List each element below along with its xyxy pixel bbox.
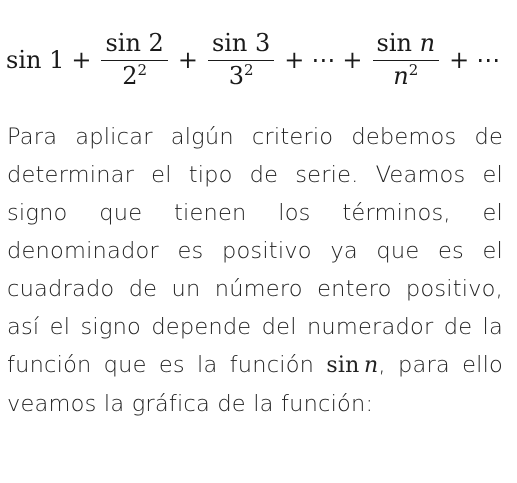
series-term-3 (208, 31, 274, 88)
series-term-2 (101, 31, 167, 88)
series-term-1: sin 1 (6, 46, 65, 74)
plus-sign: + (71, 46, 92, 74)
numerator: sin n (373, 31, 440, 60)
series-formula (6, 24, 500, 96)
numerator: sin 3 (208, 31, 274, 60)
denominator: $2^2$ (122, 60, 148, 90)
inline-formula-sin-n: sin n (326, 353, 379, 378)
plus-sign: + (177, 46, 198, 74)
paragraph-text-before: Para aplicar algún criterio debemos de determinar el tipo de serie. Veamos el signo que tienen los términos, el denominador es positivo ya que es el cuadrado de un número entero positivo, así el signo depende del numerador de la función que es la función (7, 124, 503, 378)
series-term-n (373, 31, 440, 88)
explanation-paragraph (7, 118, 503, 423)
plus-sign: + (449, 46, 470, 74)
numerator: sin 2 (101, 31, 167, 60)
denominator: $n^2$ (393, 60, 419, 90)
ellipsis: ⋯ (476, 46, 501, 74)
plus-sign: + (284, 46, 305, 74)
denominator: $3^2$ (228, 60, 254, 90)
plus-sign: + (342, 46, 363, 74)
ellipsis: ⋯ (311, 46, 336, 74)
paragraph-text-after: , para ello veamos la gráfica de la función: (7, 352, 503, 417)
